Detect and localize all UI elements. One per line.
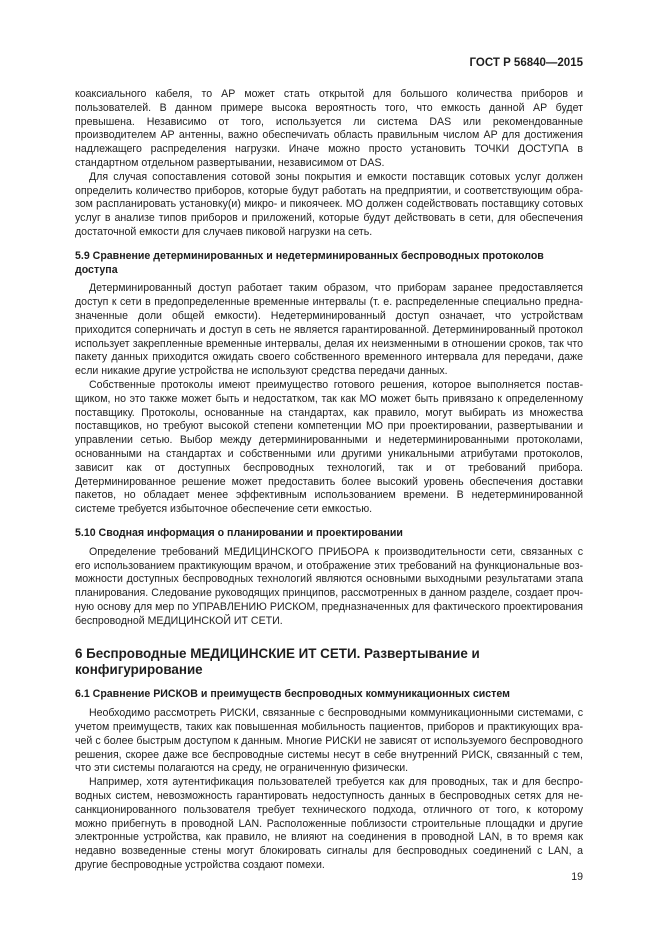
section-heading-5-10: 5.10 Сводная информация о планировании и проектировании <box>75 526 403 539</box>
paragraph: Детерминированный доступ работает таким образом, что приборам заранее предоставляется доступ к сети в предопределенные временные интервалы (т. е. распределенные специально предназначенные доли общей емкости). Недетерминированный доступ означает, что устройствам приходится соперничать и доступ в сеть не является гарантированной. Детерминированный протокол использует закрепленные временные интервалы, делая их неизменными в отношении сроков, так что пакету данных приходится ожидать своего собственного временного интервала для передачи, даже если никакие другие устройства не используют средства передачи данных. <box>75 282 583 378</box>
section-heading-5-9: 5.9 Сравнение детерминированных и недетерминированных беспроводных протоколов доступа <box>75 249 544 276</box>
standard-designation: ГОСТ Р 56840—2015 <box>469 57 583 69</box>
section-heading-6-1: 6.1 Сравнение РИСКОВ и преимуществ беспроводных коммуникационных систем <box>75 688 510 701</box>
paragraph: Например, хотя аутентификация пользователей требуется как для проводных, так и для беспроводных систем, невозможность гарантировать недоступность данных в беспроводных сетях для несанкционированного пользователя требует технического подхода, отличного от того, к которому можно прибегнуть в проводной LAN. Расположенные поблизости строительные площадки и другие электронные устройства, как правило, не влияют на соединения в проводной LAN, в то время как недавно возведенные стены могут блокировать сигналы для беспроводных соединений с LAN, а другие беспроводные устройства создают помехи. <box>75 776 583 872</box>
paragraph: Необходимо рассмотреть РИСКИ, связанные с беспроводными коммуникационными системами, с учетом преимуществ, таких как повышенная мобильность пациентов, приборов и практикующих врачей с более быстрым доступом к данным. Многие РИСКИ не зависят от используемого беспроводного решения, скорее даже все беспроводные системы несут в себе внутренний РИСК, связанный с тем, что эти системы полагаются на среду, не ограниченную физически. <box>75 707 583 775</box>
chapter-heading-6: 6 Беспроводные МЕДИЦИНСКИЕ ИТ СЕТИ. Развертывание и конфигурирование <box>75 646 480 678</box>
page-number: 19 <box>571 871 583 883</box>
document-body <box>75 88 583 873</box>
paragraph: Собственные протоколы имеют преимущество готового решения, которое выполняется поставщиком, но это также может быть и недостатком, так как МО может быть привязано к определенному поставщику. Протоколы, основанные на стандартах, как правило, могут выбирать из множества поставщиков, но требуют высокой степени компетенции МО при проектировании, развертывании и управлении сетью. Выбор между детерминированными и недетерминированными протоколами, основанными на стандартах и собственными или другими уникальными атрибутами протоколов, зависит как от доступных беспроводных технологий, так и от требований прибора. Детерминированное решение может предоставить более высокий уровень обеспечения доставки пакетов, но обладает менее эффективным использованием времени. В недетерминированной системе требуется избыточное обеспечение сети емкостью. <box>75 378 583 516</box>
paragraph: коаксиального кабеля, то АР может стать открытой для большого количества приборов и пользователей. В данном примере высока вероятность того, что емкость данной АР будет превышена. Независимо от того, используется ли система DAS или рекомендованные производителем АР антенны, важно обеспечиvать область правильным числом АР для достижения надлежащего распределения нагрузки. Иначе можно просто установить ТОЧКИ ДОСТУПА в стандартном отдельном развертывании, независимом от DAS. <box>75 88 583 169</box>
paragraph: Для случая сопоставления сотовой зоны покрытия и емкости поставщик сотовых услуг должен определить количество приборов, которые будут работать на предприятии, и соответствующим образом распланировать установку(и) микро- и пикоячеек. МО должен содействовать поставщику сотовых услуг в анализе типов приборов и приложений, которые будут действовать в сети, для обеспечения достаточной емкости для случаев пиковой нагрузки на сеть. <box>75 170 583 238</box>
paragraph: Определение требований МЕДИЦИНСКОГО ПРИБОРА к производительности сети, связанных с его использованием практикующим врачом, и отображение этих требований на функциональные возможности доступных беспроводных технологий являются основными выходными результатами этапа планирования. Следование руководящих принципов, рассмотренных в данном разделе, создает прочную основу для мер по УПРАВЛЕНИЮ РИСКОМ, предназначенных для фактического проектирования беспроводной МЕДИЦИНСКОЙ ИТ СЕТИ. <box>75 545 583 627</box>
